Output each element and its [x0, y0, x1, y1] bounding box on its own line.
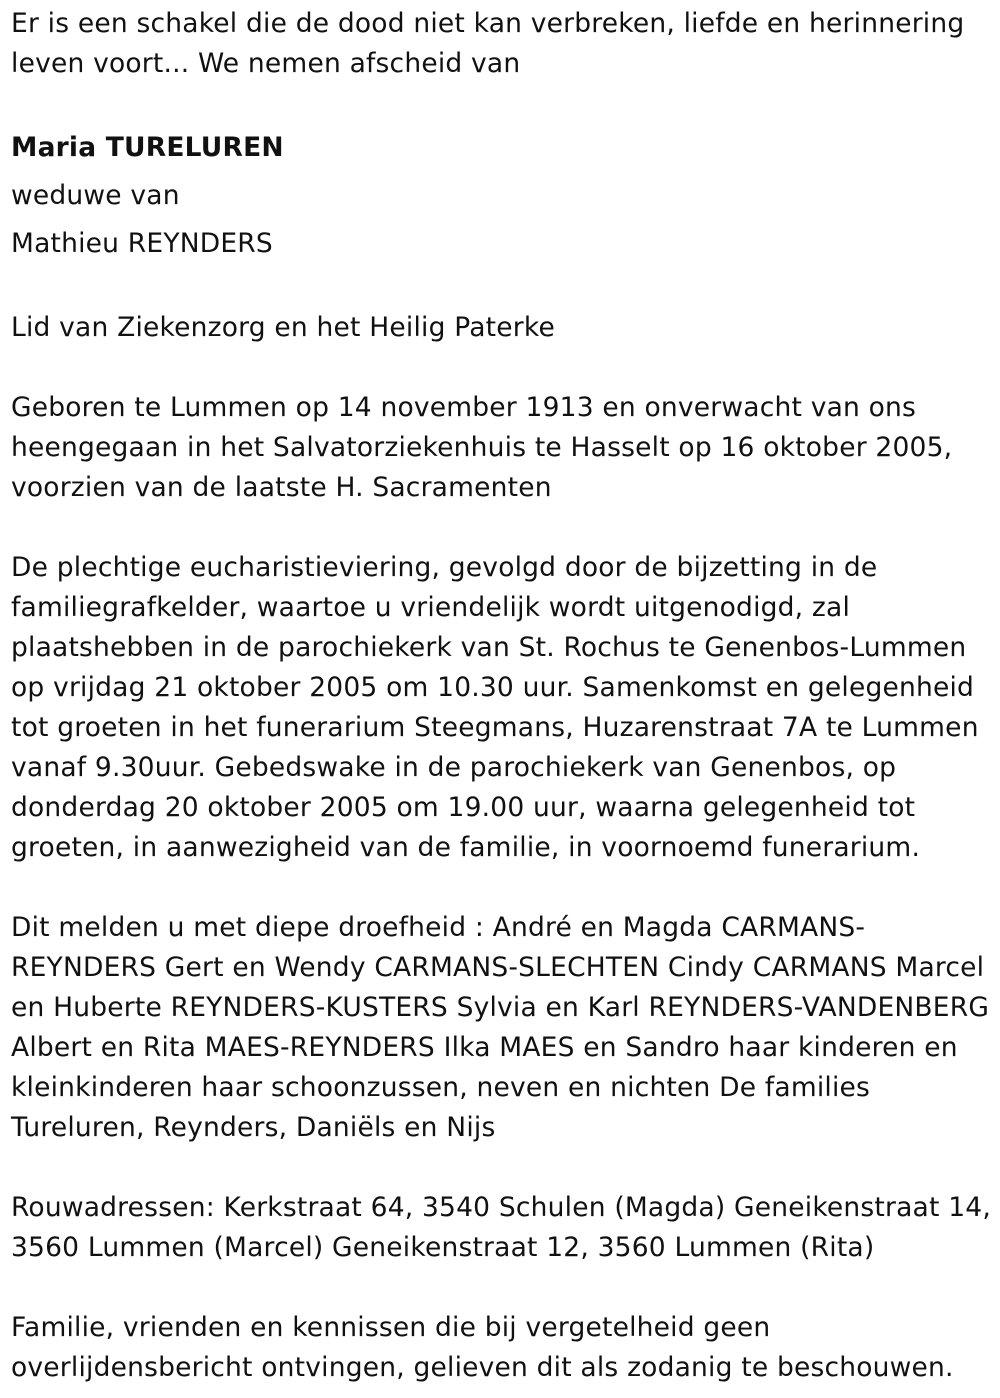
spacer	[11, 268, 991, 308]
spacer	[11, 84, 991, 124]
spacer	[11, 348, 991, 388]
spacer	[11, 508, 991, 548]
spacer	[11, 1268, 991, 1308]
intro-paragraph: Er is een schakel die de dood niet kan verbreken, liefde en herinnering leven voort... We nemen afscheid van	[11, 8, 965, 79]
spouse-name: Mathieu REYNDERS	[11, 228, 273, 259]
deceased-name: Maria TURELUREN	[11, 132, 284, 163]
family-paragraph: Dit melden u met diepe droefheid : André en Magda CARMANS-REYNDERS Gert en Wendy CARMANS-SLECHTEN Cindy CARMANS Marcel en Huberte REYNDERS-KUSTERS Sylvia en Karl REYNDERS-VANDENBERG Albert en Rita MAES-REYNDERS Ilka MAES en Sandro haar kinderen en kleinkinderen haar schoonzussen, neven en nichten De families Tureluren, Reynders, Daniëls en Nijs	[11, 912, 990, 1143]
spacer	[11, 868, 991, 908]
birth-death-paragraph: Geboren te Lummen op 14 november 1913 en onverwacht van ons heengegaan in het Salvatorziekenhuis te Hasselt op 16 oktober 2005, voorzien van de laatste H. Sacramenten	[11, 392, 953, 503]
addresses-paragraph: Rouwadressen: Kerkstraat 64, 3540 Schulen (Magda) Geneikenstraat 14, 3560 Lummen (Marcel) Geneikenstraat 12, 3560 Lummen (Rita)	[11, 1192, 991, 1263]
closing-paragraph: Familie, vrienden en kennissen die bij vergetelheid geen overlijdensbericht ontvingen, gelieven dit als zodanig te beschouwen.	[11, 1312, 954, 1383]
obituary-notice	[11, 4, 991, 1388]
spacer	[11, 1148, 991, 1188]
relation-text: weduwe van	[11, 180, 180, 211]
funeral-paragraph: De plechtige eucharistieviering, gevolgd door de bijzetting in de familiegrafkelder, waartoe u vriendelijk wordt uitgenodigd, zal plaatshebben in de parochiekerk van St. Rochus te Genenbos-Lummen op vrijdag 21 oktober 2005 om 10.30 uur. Samenkomst en gelegenheid tot groeten in het funerarium Steegmans, Huzarenstraat 7A te Lummen vanaf 9.30uur. Gebedswake in de parochiekerk van Genenbos, op donderdag 20 oktober 2005 om 19.00 uur, waarna gelegenheid tot groeten, in aanwezigheid van de familie, in voornoemd funerarium.	[11, 552, 979, 863]
membership-paragraph: Lid van Ziekenzorg en het Heilig Paterke	[11, 312, 555, 343]
